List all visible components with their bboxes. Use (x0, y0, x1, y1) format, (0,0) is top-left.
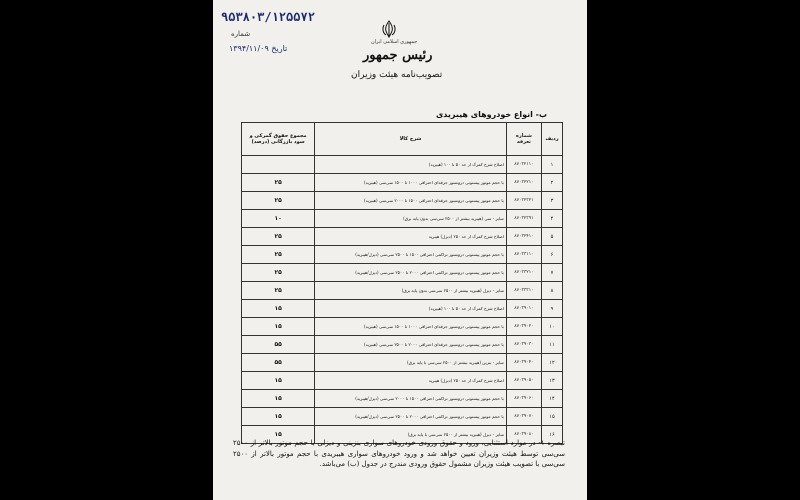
row-index: ۳ (541, 192, 562, 210)
table-row (242, 174, 563, 192)
row-index: ۹ (541, 300, 562, 318)
row-duty-percent: ۵۵ (242, 336, 315, 354)
row-index: ۵ (541, 228, 562, 246)
table-row (242, 264, 563, 282)
row-index: ۴ (541, 210, 562, 228)
row-index: ۱۰ (541, 318, 562, 336)
table-header-row (242, 123, 563, 156)
table-row (242, 318, 563, 336)
row-tariff-code: ۸۷۰۳۳۱۱۰ (506, 246, 541, 264)
table-row (242, 354, 563, 372)
row-duty-percent: ۲۵ (242, 282, 315, 300)
org-country: جمهوری اسلامی ایران (371, 39, 418, 45)
row-duty-percent: ۵۵ (242, 354, 315, 372)
date-label: تاریخ (271, 44, 288, 53)
row-duty-percent: ۱۵ (242, 426, 315, 444)
row-duty-percent: ۱۵ (242, 390, 315, 408)
row-description: سایر - دیزل (هیبرید بیشتر از ۲۵۰۰ سی‌سی با پایه برق) (315, 426, 507, 444)
table-row (242, 156, 563, 174)
table-row (242, 300, 563, 318)
date-line (229, 44, 287, 53)
row-duty-percent: ۱۵ (242, 318, 315, 336)
row-duty-percent: ۲۵ (242, 228, 315, 246)
row-index: ۲ (541, 174, 562, 192)
row-index: ۷ (541, 264, 562, 282)
row-index: ۱ (541, 156, 562, 174)
row-duty-percent: ۱۵ (242, 372, 315, 390)
row-duty-percent: ۱۵ (242, 408, 315, 426)
row-tariff-code: ۸۷۰۳۹۰۵۰ (506, 372, 541, 390)
row-index: ۶ (541, 246, 562, 264)
row-tariff-code: ۸۷۰۳۳۲۱۰ (506, 264, 541, 282)
row-description: اصلاح شرح کمرک از حد ۲۵۰ (دیزل) هیبرید (315, 228, 507, 246)
row-tariff-code: ۸۷۰۳۳۳۱۰ (506, 282, 541, 300)
row-description: سایر - بنزین (هیبرید بیشتر از ۲۵۰۰ سی‌سی با پایه برق) (315, 354, 507, 372)
row-tariff-code: ۸۷۰۳۲۳۹۱ (506, 210, 541, 228)
row-index: ۱۶ (541, 426, 562, 444)
row-description: اصلاح شرح کمرک از حد ۵۰ تا ۱۰۰ (هیبرید) (315, 156, 507, 174)
table-row (242, 282, 563, 300)
row-description: با حجم موتور پیستونی درونسوز تراکمی احتراقی ۱۵۰۰ تا ۲۵۰۰ سی‌سی (دیزل/هیبرید) (315, 246, 507, 264)
row-tariff-code: ۸۷۰۳۲۲۱۰ (506, 174, 541, 192)
number-label: شماره (231, 30, 251, 38)
row-tariff-code: ۸۷۰۳۹۰۲۰ (506, 318, 541, 336)
row-description: با حجم موتور پیستونی درونسوز تراکمی احتراقی ۱۵۰۰ تا ۲۰۰۰ سی‌سی (دیزل/هیبرید) (315, 390, 507, 408)
row-tariff-code: ۸۷۰۳۹۰۶۰ (506, 390, 541, 408)
table-row (242, 390, 563, 408)
row-description: با حجم موتور پیستونی درونسوز جرقه‌ای احتراقی ۲۰۰۰ تا ۲۵۰۰ سی‌سی (هیبرید) (315, 336, 507, 354)
row-tariff-code: ۸۷۰۳۹۰۳۰ (506, 336, 541, 354)
row-tariff-code: ۸۷۰۳۲۱۱۰ (506, 156, 541, 174)
section-title: ب- انواع خودروهای هیبریدی (435, 110, 547, 119)
org-subtitle: تصویب‌نامه هیئت وزیران (351, 70, 443, 80)
row-description: اصلاح شرح کمرک از حد ۲۵۰ (دیزل) هیبرید (315, 372, 507, 390)
row-index: ۸ (541, 282, 562, 300)
row-tariff-code: ۸۷۰۳۹۰۱۰ (506, 300, 541, 318)
row-description: با حجم موتور پیستونی درونسوز جرقه‌ای احتراقی ۱۰۰۰ تا ۱۵۰۰ سی‌سی (هیبرید) (315, 318, 507, 336)
row-index: ۱۵ (541, 408, 562, 426)
row-duty-percent: ۱۰ (242, 210, 315, 228)
note-paragraph: تبصره ۱- در موارد استثنایی، ورود و حقوق ورودی خودروهای سواری بنزینی و دیزلی با حجم موتور بالاتر از ۲۵۰۰ سی‌سی توسط هیئت وزیران تعیین خواهد شد و ورود خودروهای سواری هیبریدی با حجم موتور بالاتر از ۲۵۰۰ سی‌سی با تصویب هیئت وزیران مشمول حقوق ورودی مندرج در جدول (ب) می‌باشد. (233, 439, 565, 468)
row-tariff-code: ۸۷۰۳۲۳۲۱ (506, 192, 541, 210)
table-row (242, 246, 563, 264)
date-value: ۱۳۹۴/۱۱/۰۹ (229, 44, 269, 53)
table-row (242, 192, 563, 210)
row-index: ۱۲ (541, 354, 562, 372)
row-description: سایر - دیزل (هیبرید بیشتر از ۲۵۰۰ سی‌سی بدون پایه برق) (315, 282, 507, 300)
row-duty-percent (242, 156, 315, 174)
row-tariff-code: ۸۷۰۳۹۰۷۰ (506, 408, 541, 426)
row-index: ۱۱ (541, 336, 562, 354)
document-page (213, 0, 587, 500)
row-index: ۱۳ (541, 372, 562, 390)
table-row (242, 228, 563, 246)
row-tariff-code: ۸۷۰۳۲۴۱۰ (506, 228, 541, 246)
state-emblem-icon (381, 20, 397, 38)
row-duty-percent: ۲۵ (242, 246, 315, 264)
col-header-idx: ردیف (541, 123, 562, 156)
row-duty-percent: ۱۵ (242, 300, 315, 318)
table-row (242, 372, 563, 390)
row-description: با حجم موتور پیستونی درونسوز تراکمی احتراقی ۲۰۰۰ تا ۲۵۰۰ سی‌سی (دیزل/هیبرید) (315, 264, 507, 282)
row-tariff-code: ۸۷۰۳۹۰۸۰ (506, 426, 541, 444)
row-description: اصلاح شرح کمرک از حد ۵۰ تا ۱۰۰ (هیبرید) (315, 300, 507, 318)
row-duty-percent: ۲۵ (242, 192, 315, 210)
row-description: با حجم موتور پیستونی درونسوز جرقه‌ای احتراقی ۱۰۰۰ تا ۱۵۰۰ سی‌سی (هیبرید) (315, 174, 507, 192)
tariff-table (241, 122, 563, 444)
row-duty-percent: ۲۵ (242, 174, 315, 192)
row-description: با حجم موتور پیستونی درونسوز جرقه‌ای احتراقی ۱۵۰۰ تا ۲۰۰۰ سی‌سی (هیبرید) (315, 192, 507, 210)
table-row (242, 336, 563, 354)
row-tariff-code: ۸۷۰۳۹۰۴۰ (506, 354, 541, 372)
table-row (242, 408, 563, 426)
row-duty-percent: ۲۵ (242, 264, 315, 282)
col-header-desc: شرح کالا (315, 123, 507, 156)
row-index: ۱۴ (541, 390, 562, 408)
col-header-code: شماره تعرفه (506, 123, 541, 156)
org-title: رئیس جمهور (363, 48, 433, 63)
letter-number: ۹۵۳۸۰۳/۱۲۵۵۷۲ (221, 10, 315, 24)
row-description: با حجم موتور پیستونی درونسوز تراکمی احتراقی ۲۰۰۰ تا ۲۵۰۰ سی‌سی (دیزل/هیبرید) (315, 408, 507, 426)
row-description: سایر - سی (هیبرید بیشتر از ۲۵۰۰ سی‌سی بدون پایه برق) (315, 210, 507, 228)
table-row (242, 210, 563, 228)
col-header-duty: مجموع حقوق گمرکی و سود بازرگانی (درصد) (242, 123, 315, 156)
